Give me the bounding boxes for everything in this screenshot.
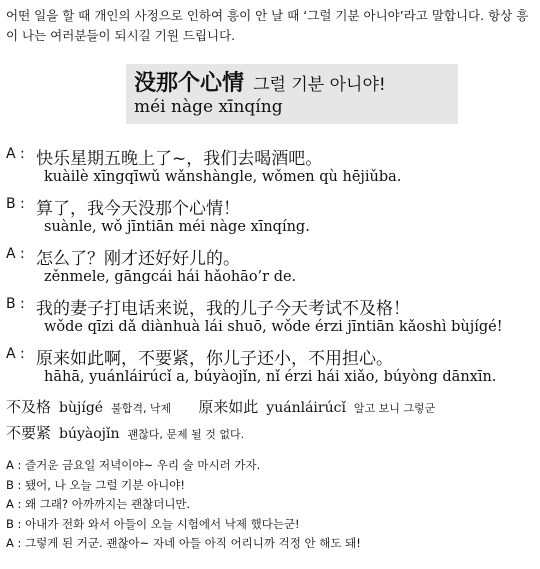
vocab-pinyin: búyàojǐn xyxy=(59,426,120,442)
vocab-meaning: 알고 보니 그렇군 xyxy=(353,402,436,415)
dialog-turn xyxy=(6,194,536,244)
dialog-chinese: 原来如此啊，不要紧，你儿子还小，不用担心。 xyxy=(36,349,393,369)
translation-line: B : 됐어, 나 오늘 그럴 기분 아니야! xyxy=(6,477,185,492)
vocab-chinese: 原来如此 xyxy=(198,398,259,416)
translation-line: A : 그렇게 된 거군. 괜찮아~ 자네 아들 아직 어리니까 걱정 안 해도 돼! xyxy=(6,536,361,550)
title-chinese: 没那个心情 xyxy=(134,70,245,96)
vocab-pinyin: yuánláirúcǐ xyxy=(266,400,346,416)
translation-line: B : 아내가 전화 와서 아들이 오늘 시험에서 낙제 했다는군! xyxy=(6,516,300,531)
vocab-row xyxy=(6,422,536,448)
dialog-chinese: 快乐星期五晚上了~，我们去喝酒吧。 xyxy=(36,149,323,169)
dialog-chinese: 怎么了？刚才还好好儿的。 xyxy=(36,249,240,269)
speaker-label: A : xyxy=(6,246,25,262)
dialog xyxy=(6,144,536,388)
dialog-turn xyxy=(6,294,536,344)
dialog-turn xyxy=(6,344,536,388)
dialog-pinyin: hāhā, yuánláirúcǐ a, búyàojǐn, nǐ érzi hái xiǎo, búyòng dānxīn. xyxy=(44,369,497,385)
dialog-pinyin: zěnmele, gāngcái hái hǎohāo’r de. xyxy=(44,269,297,285)
vocab-pinyin: bùjígé xyxy=(59,400,104,416)
speaker-label: A : xyxy=(6,346,25,362)
title-line xyxy=(134,66,386,97)
vocab-item xyxy=(198,396,435,417)
speaker-label: A : xyxy=(6,146,25,162)
dialog-turn xyxy=(6,244,536,294)
dialog-pinyin: wǒde qīzi dǎ diànhuà lái shuō, wǒde érzi jīntiān kǎoshì bùjígé! xyxy=(44,319,503,335)
title-korean: 그럴 기분 아니야! xyxy=(253,75,386,95)
vocab-item xyxy=(6,422,244,443)
dialog-pinyin: kuàilè xīngqīwǔ wǎnshàngle, wǒmen qù hējiǔba. xyxy=(44,169,402,185)
dialog-chinese: 我的妻子打电话来说，我的儿子今天考试不及格！ xyxy=(36,299,410,319)
korean-translation xyxy=(6,456,536,554)
translation-line: A : 즐거운 금요일 저녁이야~ 우리 술 마시러 가자. xyxy=(6,458,261,472)
title-box xyxy=(126,64,458,124)
intro-paragraph: 어떤 일을 할 때 개인의 사정으로 인하여 흥이 안 날 때 ‘그럴 기분 아니야’라고 말합니다. 항상 흥이 나는 여러분들이 되시길 기원 드립니다. xyxy=(6,8,529,43)
vocab-chinese: 不及格 xyxy=(6,398,52,416)
title-pinyin: méi nàge xīnqíng xyxy=(134,97,283,117)
speaker-label: B : xyxy=(6,196,25,212)
dialog-pinyin: suànle, wǒ jīntiān méi nàge xīnqíng. xyxy=(44,219,310,235)
translation-line: A : 왜 그래? 아까까지는 괜찮더니만. xyxy=(6,497,191,511)
dialog-turn xyxy=(6,144,536,194)
vocab-row xyxy=(6,396,536,422)
vocabulary xyxy=(6,396,536,448)
dialog-chinese: 算了，我今天没那个心情！ xyxy=(36,199,240,219)
vocab-meaning: 괜찮다, 문제 될 것 없다. xyxy=(127,428,245,441)
speaker-label: B : xyxy=(6,296,25,312)
vocab-chinese: 不要紧 xyxy=(6,424,52,442)
vocab-item xyxy=(6,396,171,417)
vocab-meaning: 불합격, 낙제 xyxy=(111,402,172,415)
